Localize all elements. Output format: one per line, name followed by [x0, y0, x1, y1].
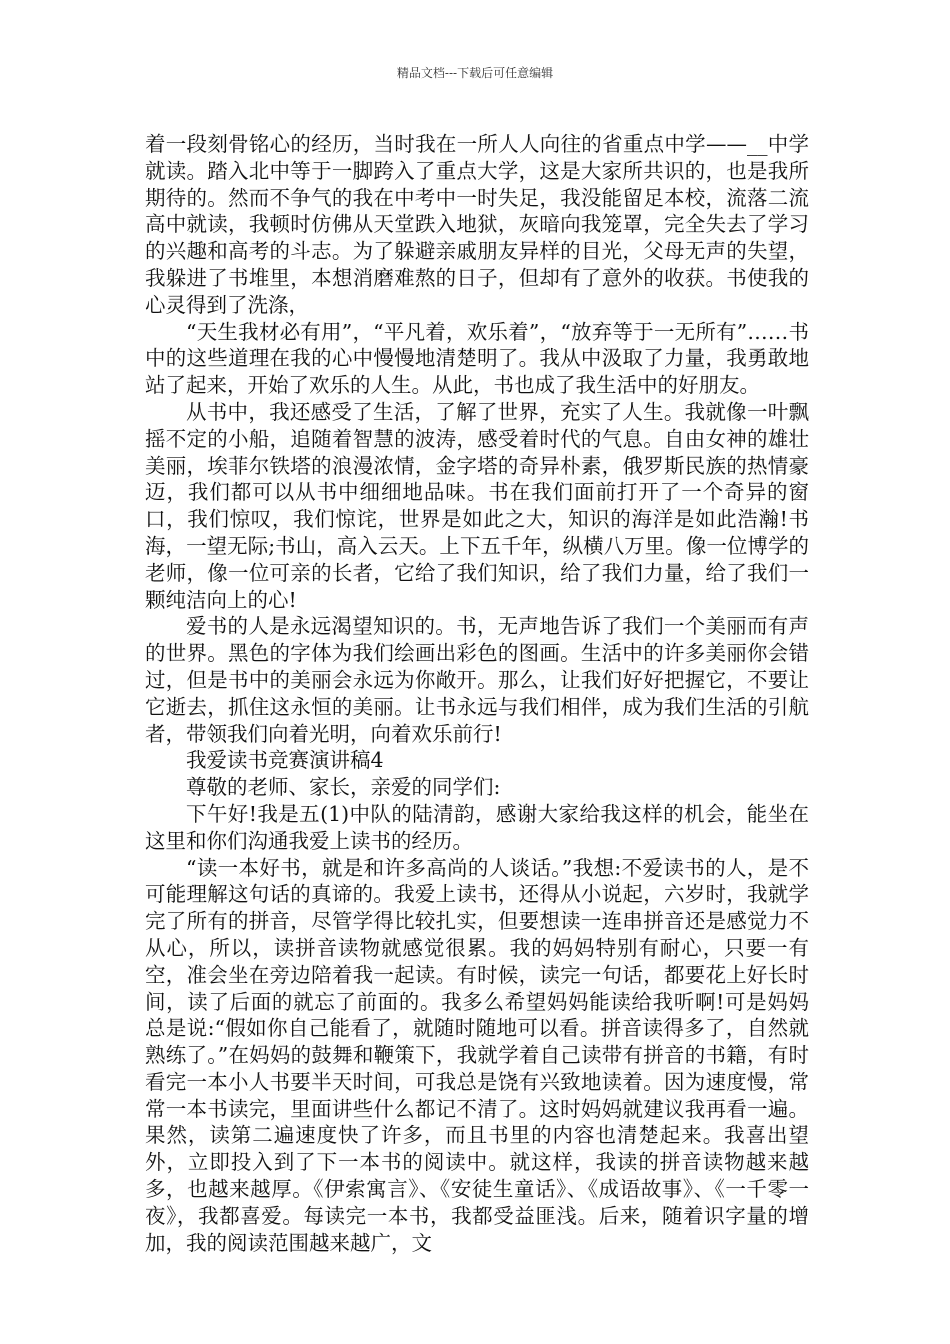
paragraph: 爱书的人是永远渴望知识的。书，无声地告诉了我们一个美丽而有声的世界。黑色的字体为我们绘画出彩色的图画。生活中的许多美丽你会错过，但是书中的美丽会永远为你敞开。那么，让我们好好把握它，不要让它逝去，抓住这永恒的美丽。让书永远与我们相伴，成为我们生活的引航者，带领我们向着光明，向着欢乐前行! — [145, 614, 809, 746]
section-title: 我爱读书竞赛演讲稿4 — [186, 748, 384, 773]
document-body — [145, 131, 809, 1256]
paragraph: 着一段刻骨铭心的经历，当时我在一所人人向往的省重点中学——__中学就读。踏入北中等于一脚跨入了重点大学，这是大家所共识的，也是我所期待的。然而不争气的我在中考中一时失足，我没能留足本校，流落二流高中就读，我顿时仿佛从天堂跌入地狱，灰暗向我笼罩，完全失去了学习的兴趣和高考的斗志。为了躲避亲戚朋友异样的目光，父母无声的失望，我躲进了书堆里，本想消磨难熬的日子，但却有了意外的收获。书使我的心灵得到了洗涤， — [145, 132, 809, 317]
paragraph: 下午好!我是五(1)中队的陆清韵，感谢大家给我这样的机会，能坐在这里和你们沟通我爱上读书的经历。 — [145, 801, 809, 853]
paragraph: 从书中，我还感受了生活，了解了世界，充实了人生。我就像一叶飘摇不定的小船，追随着智慧的波涛，感受着时代的气息。自由女神的雄壮美丽，埃菲尔铁塔的浪漫浓情，金字塔的奇异朴素，俄罗斯民族的热情豪迈，我们都可以从书中细细地品味。书在我们面前打开了一个奇异的窗口，我们惊叹，我们惊诧，世界是如此之大，知识的海洋是如此浩瀚!书海，一望无际;书山，高入云天。上下五千年，纵横八万里。像一位博学的老师，像一位可亲的长者，它给了我们知识，给了我们力量，给了我们一颗纯洁向上的心! — [145, 399, 809, 612]
paragraph: “读一本好书，就是和许多高尚的人谈话。”我想:不爱读书的人，是不可能理解这句话的真谛的。我爱上读书，还得从小说起，六岁时，我就学完了所有的拼音，尽管学得比较扎实，但要想读一连串拼音还是感觉力不从心，所以，读拼音读物就感觉很累。我的妈妈特别有耐心，只要一有空，准会坐在旁边陪着我一起读。有时候，读完一句话，都要花上好长时间，读了后面的就忘了前面的。我多么希望妈妈能读给我听啊!可是妈妈总是说:“假如你自己能看了，就随时随地可以看。拼音读得多了，自然就熟练了。”在妈妈的鼓舞和鞭策下，我就学着自己读带有拼音的书籍，有时看完一本小人书要半天时间，可我总是饶有兴致地读着。因为速度慢，常常一本书读完，里面讲些什么都记不清了。这时妈妈就建议我再看一遍。果然，读第二遍速度快了许多，而且书里的内容也清楚起来。我喜出望外，立即投入到了下一本书的阅读中。就这样，我读的拼音读物越来越多，也越来越厚。《伊索寓言》、《安徒生童话》、《成语故事》、《一千零一夜》，我都喜爱。每读完一本书，我都受益匪浅。后来，随着识字量的增加，我的阅读范围越来越广，文 — [145, 855, 809, 1255]
paragraph: “天生我材必有用”，“平凡着，欢乐着”，“放弃等于一无所有”……书中的这些道理在我的心中慢慢地清楚明了。我从中汲取了力量，我勇敢地站了起来，开始了欢乐的人生。从此，书也成了我生活中的好朋友。 — [145, 319, 809, 398]
salutation: 尊敬的老师、家长，亲爱的同学们: — [186, 775, 501, 800]
page-header: 精品文档---下载后可任意编辑 — [396, 66, 554, 80]
